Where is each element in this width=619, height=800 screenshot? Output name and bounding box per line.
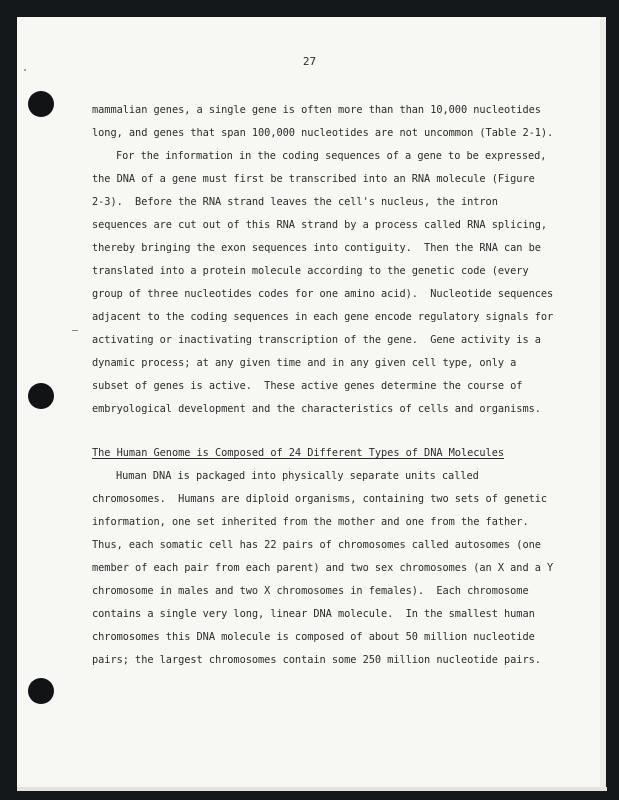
text-line: embryological development and the characteristics of cells and organisms. <box>92 403 541 415</box>
text-line: For the information in the coding sequences of a gene to be expressed, <box>116 150 547 162</box>
text-line: Human DNA is packaged into physically separate units called <box>116 470 479 482</box>
text-line: group of three nucleotides codes for one amino acid). Nucleotide sequences <box>92 288 554 300</box>
text-line: subset of genes is active. These active genes determine the course of <box>92 380 523 392</box>
text-line: activating or inactivating transcription of the gene. Gene activity is a <box>92 334 541 346</box>
paper-speck <box>24 69 26 71</box>
text-line: Thus, each somatic cell has 22 pairs of chromosomes called autosomes (one <box>92 539 541 551</box>
text-line: information, one set inherited from the mother and one from the father. <box>92 516 529 528</box>
text-line: long, and genes that span 100,000 nucleotides are not uncommon (Table 2-1). <box>92 127 554 139</box>
paper-edge-bottom <box>17 787 607 791</box>
paper-speck <box>72 330 78 331</box>
text-line: the DNA of a gene must first be transcribed into an RNA molecule (Figure <box>92 173 535 185</box>
text-line: translated into a protein molecule according to the genetic code (every <box>92 265 529 277</box>
text-line: member of each pair from each parent) and two sex chromosomes (an X and a Y <box>92 562 554 574</box>
text-line: sequences are cut out of this RNA strand by a process called RNA splicing, <box>92 219 548 231</box>
section-heading: The Human Genome is Composed of 24 Different Types of DNA Molecules <box>92 447 505 459</box>
punch-hole-top <box>28 91 54 117</box>
punch-hole-bottom <box>28 678 54 704</box>
text-line: chromosomes. Humans are diploid organisms, containing two sets of genetic <box>92 493 548 505</box>
text-line: chromosome in males and two X chromosomes in females). Each chromosome <box>92 585 529 597</box>
text-line: adjacent to the coding sequences in each gene encode regulatory signals for <box>92 311 554 323</box>
text-line: 2-3). Before the RNA strand leaves the cell's nucleus, the intron <box>92 196 498 208</box>
text-line: chromosomes this DNA molecule is composed of about 50 million nucleotide <box>92 631 535 643</box>
text-line: contains a single very long, linear DNA molecule. In the smallest human <box>92 608 535 620</box>
punch-hole-middle <box>28 383 54 409</box>
text-line: dynamic process; at any given time and in any given cell type, only a <box>92 357 517 369</box>
page-number: 27 <box>302 55 317 68</box>
text-line: mammalian genes, a single gene is often more than than 10,000 nucleotides <box>92 104 541 116</box>
paper-edge-right <box>600 17 606 788</box>
text-line: thereby bringing the exon sequences into contiguity. Then the RNA can be <box>92 242 541 254</box>
text-line: pairs; the largest chromosomes contain some 250 million nucleotide pairs. <box>92 654 541 666</box>
